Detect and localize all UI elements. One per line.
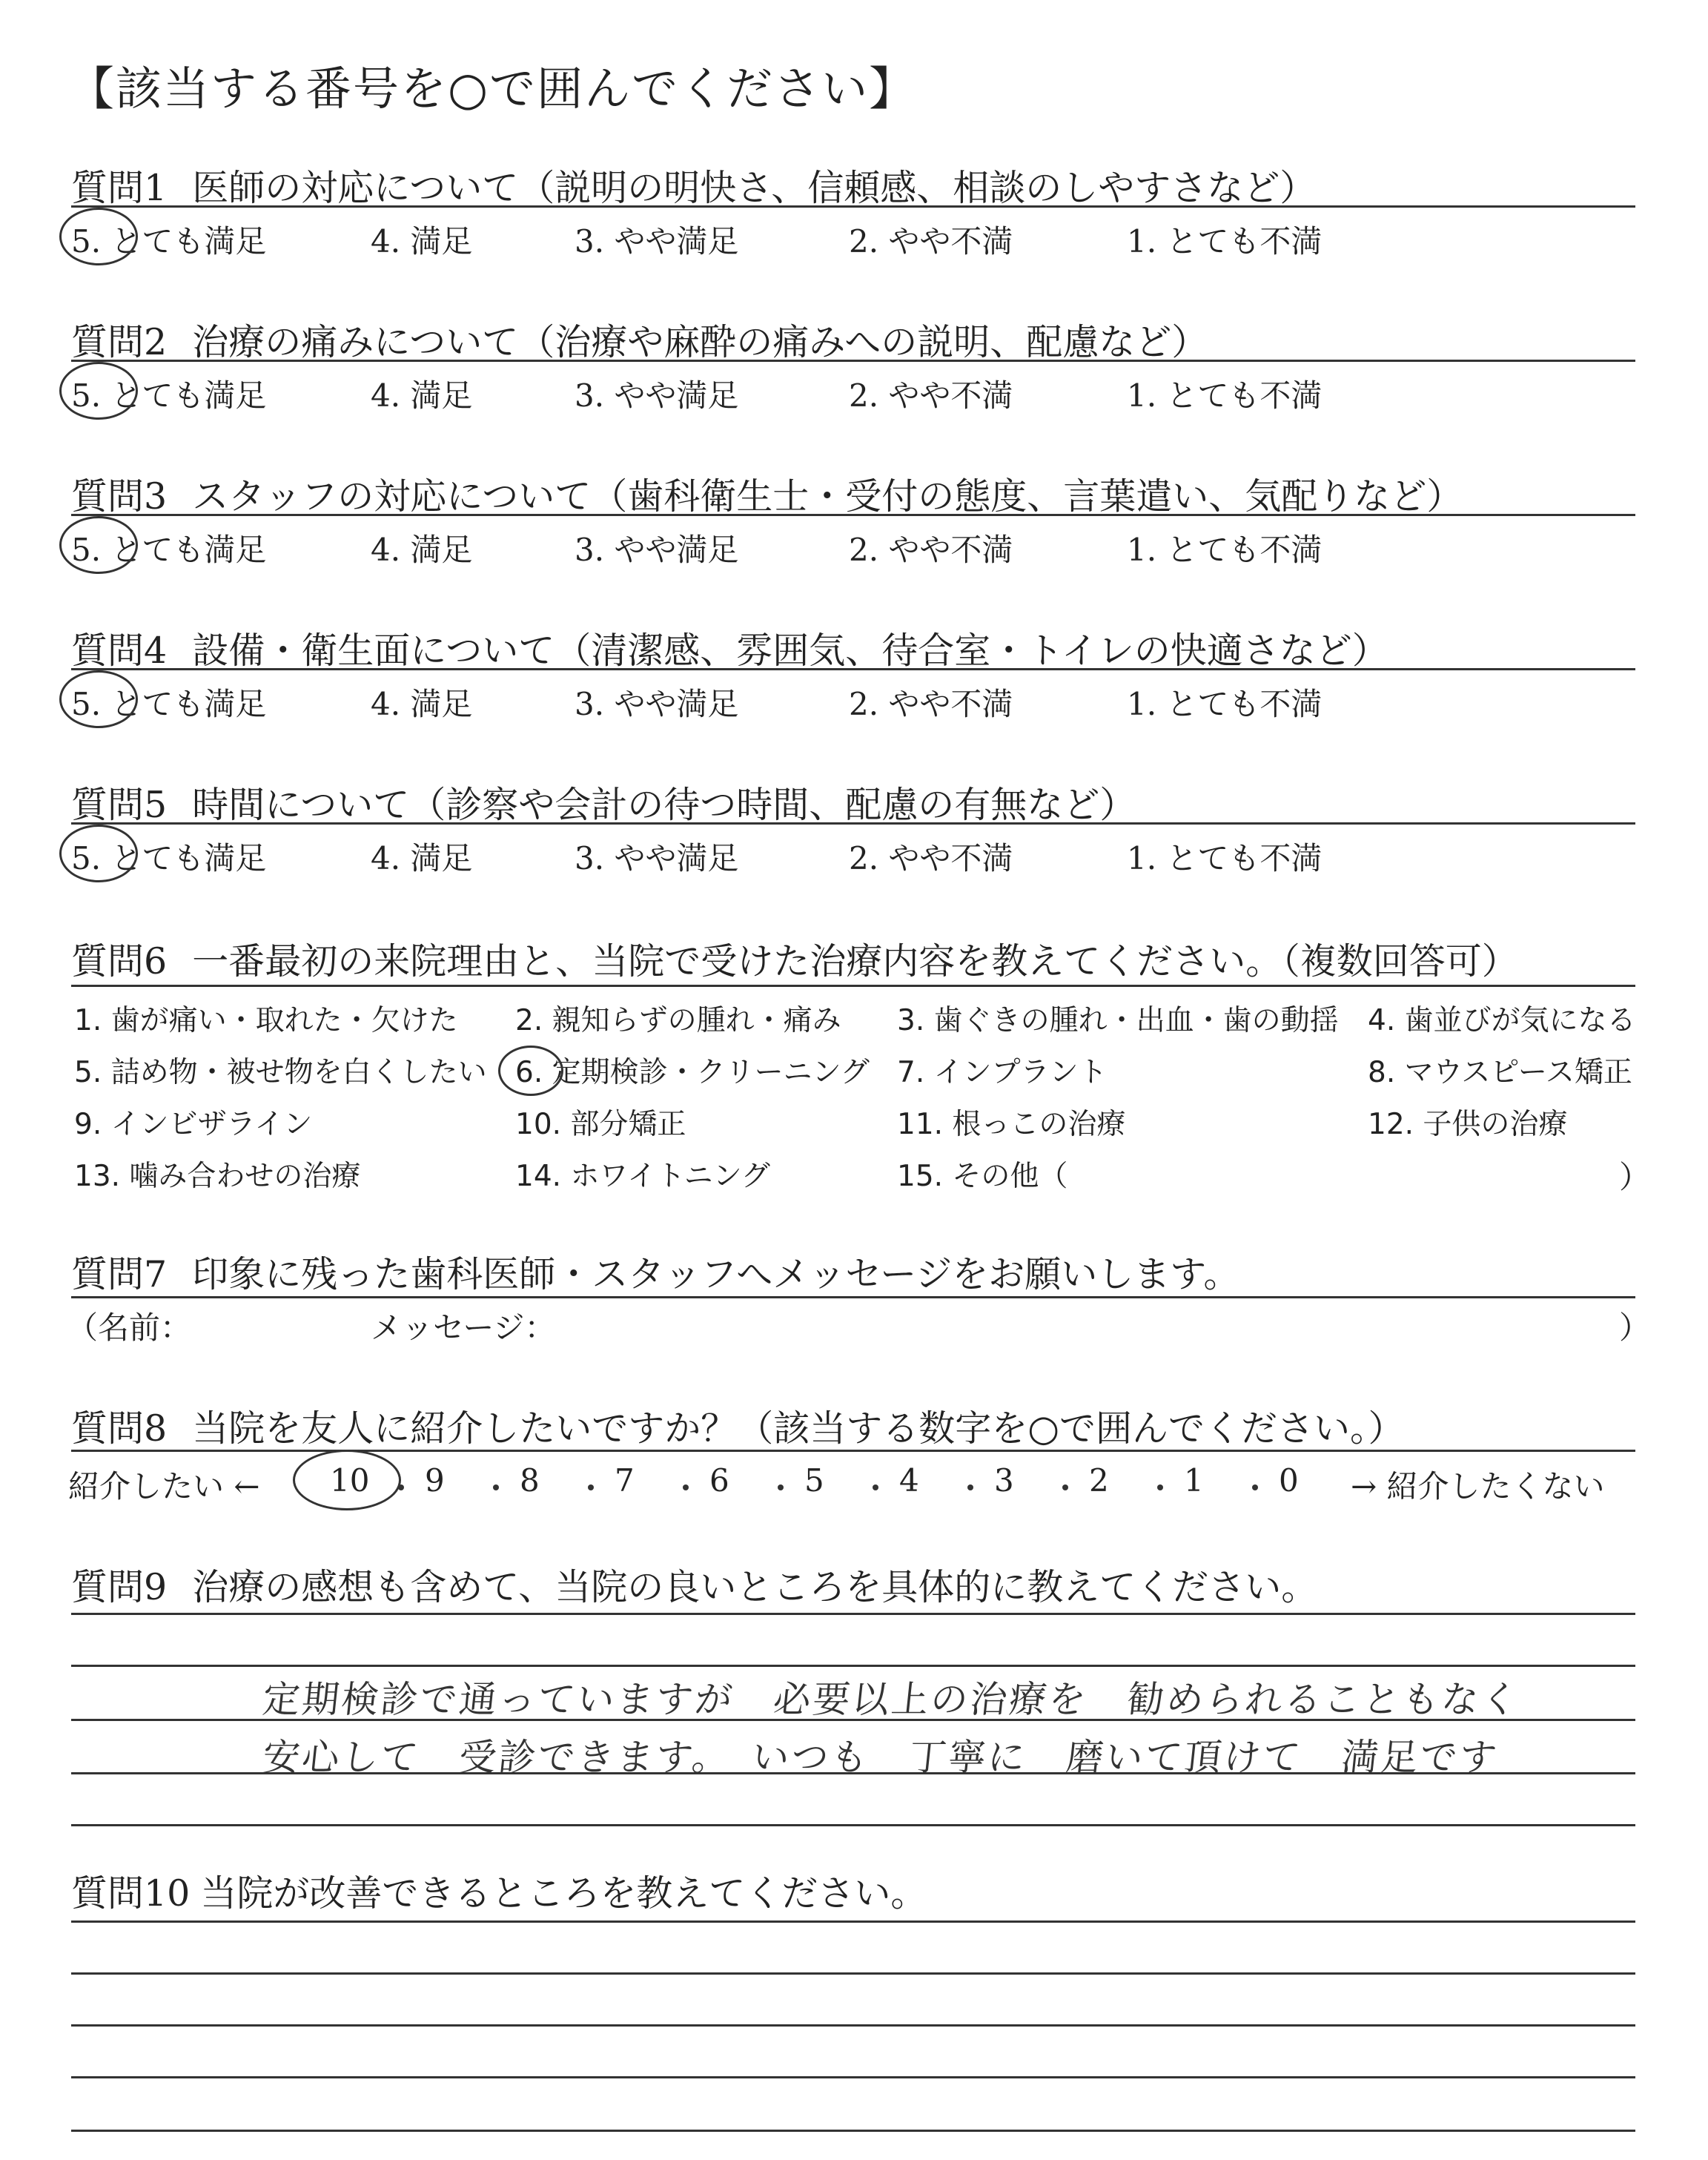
q5-heading <box>71 776 1136 828</box>
q10-number: 質問10 <box>71 1872 191 1915</box>
q6-option-12[interactable]: 12. 子供の治療 <box>1368 1108 1568 1141</box>
q8-scale-separator <box>967 1484 973 1490</box>
q8-scale-separator <box>873 1484 878 1490</box>
q1-option-4[interactable]: 4. 満足 <box>371 223 473 260</box>
q8-left-label: 紹介したい ← <box>68 1468 260 1505</box>
q1-number: 質問1 <box>71 167 168 209</box>
q8-scale-separator <box>778 1484 784 1490</box>
q8-scale-7[interactable]: 7 <box>615 1462 635 1499</box>
q6-option-15[interactable]: 15. その他（ <box>897 1160 1068 1193</box>
q1-option-2[interactable]: 2. やや不満 <box>849 223 1013 260</box>
q8-scale-5[interactable]: 5 <box>804 1462 824 1499</box>
q2-number: 質問2 <box>71 321 168 363</box>
q5-number: 質問5 <box>71 784 168 826</box>
q1-selected-circle <box>59 208 138 265</box>
q9-answer-line-2: 安心して 受診できます。 いつも 丁寧に 磨いて頂けて 満足です <box>260 1736 1501 1779</box>
q1-rule <box>71 205 1635 208</box>
q9-line-5 <box>71 1824 1635 1826</box>
q9-heading <box>71 1559 1317 1611</box>
q7-heading <box>71 1246 1239 1298</box>
q2-option-4[interactable]: 4. 満足 <box>371 377 473 414</box>
page-title: 【該当する番号を○で囲んでください】 <box>68 62 917 116</box>
q6-number: 質問6 <box>71 940 168 982</box>
q4-option-4[interactable]: 4. 満足 <box>371 686 473 722</box>
q8-scale-8[interactable]: 8 <box>520 1462 540 1499</box>
q5-option-5[interactable]: 5. とても満足 <box>71 840 267 876</box>
q2-option-2[interactable]: 2. やや不満 <box>849 377 1013 414</box>
q6-option-9[interactable]: 9. インビザライン <box>74 1108 313 1141</box>
q8-scale-10[interactable]: 10 <box>330 1462 370 1499</box>
q5-selected-circle <box>59 825 138 882</box>
q8-scale-3[interactable]: 3 <box>994 1462 1014 1499</box>
q7-text: 印象に残った歯科医師・スタッフへメッセージをお願いします。 <box>192 1253 1240 1295</box>
q3-option-3[interactable]: 3. やや満足 <box>575 532 739 568</box>
q6-option-14[interactable]: 14. ホワイトニング <box>515 1160 770 1193</box>
q3-option-5[interactable]: 5. とても満足 <box>71 532 267 568</box>
q3-rule <box>71 514 1635 516</box>
q7-name-label: （名前： <box>67 1309 192 1346</box>
q8-scale-separator <box>493 1484 499 1490</box>
q9-number: 質問9 <box>71 1566 168 1608</box>
q4-rule <box>71 668 1635 670</box>
q8-scale-1[interactable]: 1 <box>1184 1462 1204 1499</box>
q4-text: 設備・衛生面について（清潔感、雰囲気、待合室・トイレの快適さなど） <box>192 630 1388 672</box>
q6-option-11[interactable]: 11. 根っこの治療 <box>897 1108 1126 1141</box>
q2-selected-circle <box>59 362 138 420</box>
q10-line-4 <box>71 2076 1635 2078</box>
q3-option-1[interactable]: 1. とても不満 <box>1127 532 1323 568</box>
q8-right-label: → 紹介したくない <box>1351 1468 1605 1505</box>
q4-number: 質問4 <box>71 630 168 672</box>
q8-scale-0[interactable]: 0 <box>1279 1462 1299 1499</box>
q3-option-2[interactable]: 2. やや不満 <box>849 532 1013 568</box>
q4-heading <box>71 622 1388 674</box>
q6-heading <box>71 933 1518 985</box>
q10-text: 当院が改善できるところを教えてください。 <box>200 1872 927 1915</box>
q8-scale-9[interactable]: 9 <box>425 1462 445 1499</box>
q5-option-2[interactable]: 2. やや不満 <box>849 840 1013 876</box>
q6-text: 一番最初の来院理由と、当院で受けた治療内容を教えてください。（複数回答可） <box>192 940 1518 982</box>
q9-line-2 <box>71 1665 1635 1667</box>
q1-option-1[interactable]: 1. とても不満 <box>1127 223 1323 260</box>
q6-option-3[interactable]: 3. 歯ぐきの腫れ・出血・歯の動揺 <box>897 1004 1339 1037</box>
q6-option-13[interactable]: 13. 噛み合わせの治療 <box>74 1160 361 1193</box>
q3-heading <box>71 468 1463 520</box>
q2-text: 治療の痛みについて（治療や麻酔の痛みへの説明、配慮など） <box>192 321 1208 363</box>
q4-option-2[interactable]: 2. やや不満 <box>849 686 1013 722</box>
q9-line-1 <box>71 1613 1635 1615</box>
q1-option-3[interactable]: 3. やや満足 <box>575 223 739 260</box>
q3-text: スタッフの対応について（歯科衛生士・受付の態度、言葉遣い、気配りなど） <box>192 475 1463 518</box>
q3-option-4[interactable]: 4. 満足 <box>371 532 473 568</box>
q5-option-1[interactable]: 1. とても不満 <box>1127 840 1323 876</box>
q6-option-4[interactable]: 4. 歯並びが気になる <box>1368 1004 1636 1037</box>
q8-scale-separator <box>1252 1484 1258 1490</box>
q9-answer-line-1: 定期検診で通っていますが 必要以上の治療を 勧められることもなく <box>260 1678 1523 1721</box>
q10-heading <box>71 1865 927 1917</box>
q6-selected-circle <box>498 1046 563 1096</box>
q8-scale-6[interactable]: 6 <box>709 1462 729 1499</box>
q2-option-1[interactable]: 1. とても不満 <box>1127 377 1323 414</box>
q6-other-close: ） <box>1619 1159 1651 1195</box>
q6-option-7[interactable]: 7. インプラント <box>897 1056 1108 1089</box>
q6-option-8[interactable]: 8. マウスピース矯正 <box>1368 1056 1632 1089</box>
q1-heading <box>71 159 1316 211</box>
q6-rule <box>71 985 1635 987</box>
q5-text: 時間について（診察や会計の待つ時間、配慮の有無など） <box>192 784 1136 826</box>
q10-line-2 <box>71 1972 1635 1975</box>
q6-option-5[interactable]: 5. 詰め物・被せ物を白くしたい <box>74 1056 487 1089</box>
q8-scale-2[interactable]: 2 <box>1089 1462 1109 1499</box>
q5-rule <box>71 822 1635 825</box>
q10-line-3 <box>71 2024 1635 2027</box>
q6-option-2[interactable]: 2. 親知らずの腫れ・痛み <box>515 1004 841 1037</box>
q6-option-10[interactable]: 10. 部分矯正 <box>515 1108 686 1141</box>
q8-text: 当院を友人に紹介したいですか？（該当する数字を○で囲んでください。） <box>192 1407 1405 1450</box>
q4-option-1[interactable]: 1. とても不満 <box>1127 686 1323 722</box>
q2-rule <box>71 360 1635 362</box>
q7-rule <box>71 1296 1635 1298</box>
q7-message-label: メッセージ： <box>371 1309 556 1346</box>
q2-heading <box>71 314 1208 366</box>
q3-number: 質問3 <box>71 475 168 518</box>
q7-close: ） <box>1619 1309 1651 1346</box>
q8-scale-separator <box>1062 1484 1068 1490</box>
q8-scale-separator <box>588 1484 594 1490</box>
q5-option-4[interactable]: 4. 満足 <box>371 840 473 876</box>
q8-scale-4[interactable]: 4 <box>899 1462 919 1499</box>
q10-line-1 <box>71 1920 1635 1923</box>
q8-scale-separator <box>1157 1484 1163 1490</box>
q4-option-5[interactable]: 5. とても満足 <box>71 686 267 722</box>
q8-number: 質問8 <box>71 1407 168 1450</box>
q6-option-6[interactable]: 6. 定期検診・クリーニング <box>515 1056 870 1089</box>
q1-option-5[interactable]: 5. とても満足 <box>71 223 267 260</box>
q2-option-5[interactable]: 5. とても満足 <box>71 377 267 414</box>
q8-rule <box>71 1450 1635 1452</box>
q10-line-5 <box>71 2130 1635 2132</box>
q9-text: 治療の感想も含めて、当院の良いところを具体的に教えてください。 <box>192 1566 1318 1608</box>
q4-option-3[interactable]: 3. やや満足 <box>575 686 739 722</box>
q2-option-3[interactable]: 3. やや満足 <box>575 377 739 414</box>
q8-heading <box>71 1400 1404 1452</box>
q7-number: 質問7 <box>71 1253 168 1295</box>
q4-selected-circle <box>59 670 138 728</box>
q8-scale-separator <box>683 1484 689 1490</box>
q1-text: 医師の対応について（説明の明快さ、信頼感、相談のしやすさなど） <box>192 167 1317 209</box>
q5-option-3[interactable]: 3. やや満足 <box>575 840 739 876</box>
q3-selected-circle <box>59 516 138 574</box>
q6-option-1[interactable]: 1. 歯が痛い・取れた・欠けた <box>74 1004 458 1037</box>
q8-selected-circle <box>293 1450 401 1510</box>
